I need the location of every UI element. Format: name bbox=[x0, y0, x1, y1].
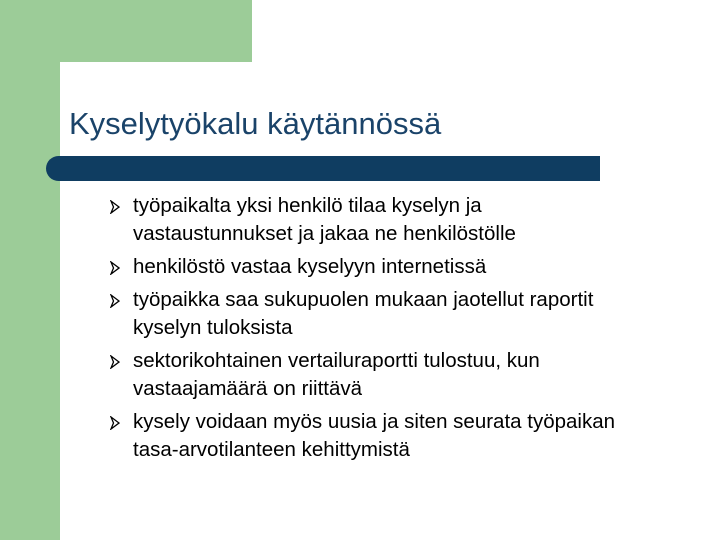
bullet-text: kysely voidaan myös uusia ja siten seurata työpaikan tasa-arvotilanteen kehittymistä bbox=[133, 410, 616, 461]
arrow-bullet-icon bbox=[110, 294, 120, 308]
title-underline-bar bbox=[46, 156, 600, 181]
bullet-item bbox=[110, 347, 630, 403]
bullet-text: henkilöstö vastaa kyselyyn internetissä bbox=[133, 255, 487, 278]
slide-title: Kyselytyökalu käytännössä bbox=[69, 106, 442, 141]
bullet-text: työpaikka saa sukupuolen mukaan jaotellut raportit kyselyn tuloksista bbox=[133, 288, 594, 339]
bullet-text: työpaikalta yksi henkilö tilaa kyselyn ja vastaustunnukset ja jakaa ne henkilöstölle bbox=[133, 194, 516, 245]
bullet-item bbox=[110, 192, 630, 248]
bullet-item bbox=[110, 286, 630, 342]
arrow-bullet-icon bbox=[110, 200, 120, 214]
bullet-item bbox=[110, 253, 630, 281]
bullet-text: sektorikohtainen vertailuraportti tulostuu, kun vastaajamäärä on riittävä bbox=[133, 349, 540, 400]
decorative-green-band-top bbox=[0, 0, 252, 62]
bullet-item bbox=[110, 408, 630, 464]
arrow-bullet-icon bbox=[110, 416, 120, 430]
decorative-green-band-left bbox=[0, 0, 60, 540]
arrow-bullet-icon bbox=[110, 355, 120, 369]
bullet-list bbox=[110, 192, 630, 469]
arrow-bullet-icon bbox=[110, 261, 120, 275]
